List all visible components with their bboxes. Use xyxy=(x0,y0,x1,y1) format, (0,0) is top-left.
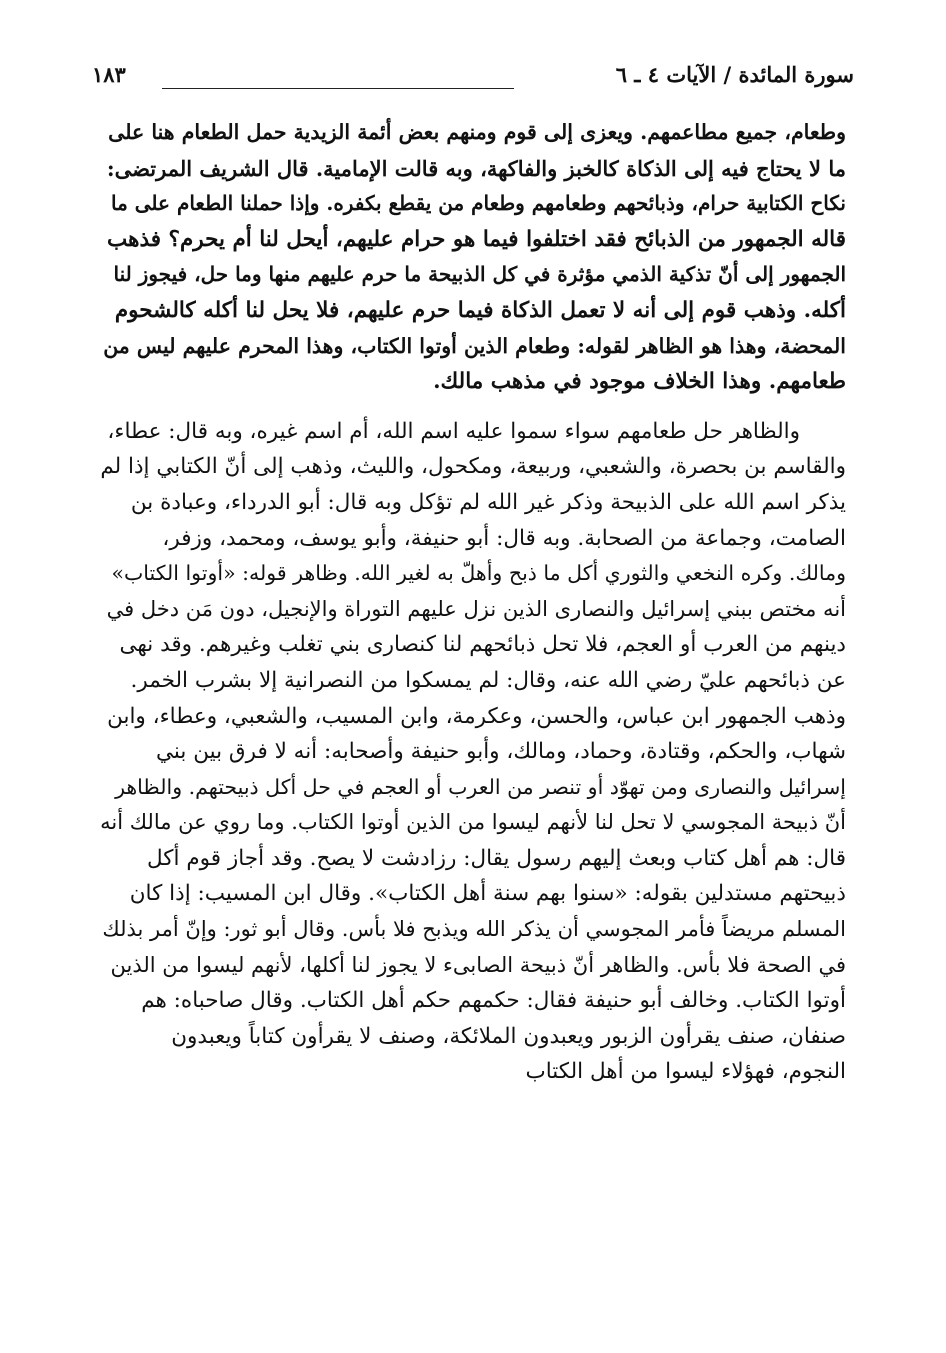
body-text xyxy=(100,115,846,1090)
text-line: أنّ ذبيحة المجوسي لا تحل لنا لأنهم ليسوا من الذين أوتوا الكتاب. وما روي عن مالك أنه xyxy=(100,810,846,835)
text-line: يذكر اسم الله على الذبيحة وذكر غير الله لم تؤكل وبه قال: أبو الدرداء، وعبادة بن xyxy=(130,489,846,515)
paragraph-gap xyxy=(100,400,846,414)
text-line: صنفان، صنف يقرأون الزبور ويعبدون الملائكة، وصنف لا يقرأون كتاباً ويعبدون xyxy=(171,1023,846,1049)
text-line: ذبيحتهم مستدلين بقوله: «سنوا بهم سنة أهل الكتاب». وقال ابن المسيب: إذا كان xyxy=(129,881,846,907)
text-line: النجوم، فهؤلاء ليسوا من أهل الكتاب xyxy=(525,1059,846,1085)
text-line: والظاهر حل طعامهم سواء سموا عليه اسم الله، أم اسم غيره، وبه قال: عطاء، xyxy=(107,418,800,444)
text-line: عن ذبائحهم عليّ رضي الله عنه، وقال: لم يمسكوا من النصرانية إلا بشرب الخمر. xyxy=(130,667,846,693)
text-line: أنه مختص ببني إسرائيل والنصارى الذين نزل عليهم التوراة والإنجيل، دون مَن دخل في xyxy=(106,596,846,621)
text-line: أكله. وذهب قوم إلى أنه لا تعمل الذكاة فيما حرم عليهم، فلا يحل لنا أكله كالشحوم xyxy=(114,297,846,323)
running-title: سورة المائدة / الآيات ٤ ـ ٦ xyxy=(615,62,854,87)
text-line: أوتوا الكتاب. وخالف أبو حنيفة فقال: حكمهم حكم أهل الكتاب. وقال صاحباه: هم xyxy=(141,988,846,1014)
text-line: والقاسم بن بحصرة، والشعبي، وربيعة، ومكحول، والليث، وذهب إلى أنّ الكتابي إذا لم xyxy=(100,454,846,480)
text-line: إسرائيل والنصارى ومن تهوّد أو تنصر من العرب أو العجم في حل أكل ذبيحتهم. والظاهر xyxy=(115,774,846,799)
text-line: ما لا يحتاج فيه إلى الذكاة كالخبز والفاكهة، وبه قالت الإمامية. قال الشريف المرتضى: xyxy=(106,155,846,181)
text-line: شهاب، والحكم، وقتادة، وحماد، ومالك، وأبو حنيفة وأصحابه: أنه لا فرق بين بني xyxy=(156,739,846,765)
text-line: الصامت، وجماعة من الصحابة. وبه قال: أبو حنيفة، وأبو يوسف، ومحمد، وزفر، xyxy=(162,525,846,551)
page-number: ١٨٣ xyxy=(92,62,126,87)
header-rule xyxy=(162,88,514,89)
text-line: في الصحة فلا بأس. والظاهر أنّ ذبيحة الصابىء لا يجوز لنا أكلها، لأنهم ليسوا من الذين xyxy=(110,952,846,977)
text-line: الجمهور إلى أنّ تذكية الذمي مؤثرة في كل الذبيحة ما حرم عليهم منها وما حل، فيجوز لنا xyxy=(113,262,846,287)
text-line: المسلم مريضاً فأمر المجوسي أن يذكر الله ويذبح فلا بأس. وقال أبو ثور: وإنّ أمر بذلك xyxy=(102,917,846,942)
text-line: ومالك. وكره النخعي والثوري أكل ما ذبح وأهلّ به لغير الله. وظاهر قوله: «أوتوا الكتاب» xyxy=(111,561,846,586)
text-line: قال: هم أهل كتاب وبعث إليهم رسول يقال: رزادشت لا يصح. وقد أجاز قوم أكل xyxy=(147,845,846,871)
text-line: دينهم من العرب أو العجم، فلا تحل ذبائحهم لنا كنصارى بني تغلب وغيرهم. وقد نهى xyxy=(119,632,846,658)
paragraph-2 xyxy=(100,414,846,1090)
text-line: طعامهم. وهذا الخلاف موجود في مذهب مالك. xyxy=(433,369,846,395)
paragraph-1 xyxy=(100,115,846,400)
text-line: قاله الجمهور من الذبائح فقد اختلفوا فيما هو حرام عليهم، أيحل لنا أم يحرم؟ فذهب xyxy=(107,226,846,252)
text-line: نكاح الكتابية حرام، وذبائحهم وطعامهم وطعام من يقطع بكفره. وإذا حملنا الطعام على ما xyxy=(110,191,846,216)
text-line: وذهب الجمهور ابن عباس، والحسن، وعكرمة، وابن المسيب، والشعبي، وعطاء، وابن xyxy=(107,703,846,729)
page-header xyxy=(92,58,854,98)
text-line: المحضة، وهذا هو الظاهر لقوله: وطعام الذين أوتوا الكتاب، وهذا المحرم عليهم ليس من xyxy=(103,333,846,358)
text-line: وطعام، جميع مطاعمهم. ويعزى إلى قوم ومنهم بعض أئمة الزيدية حمل الطعام هنا على xyxy=(108,120,846,144)
